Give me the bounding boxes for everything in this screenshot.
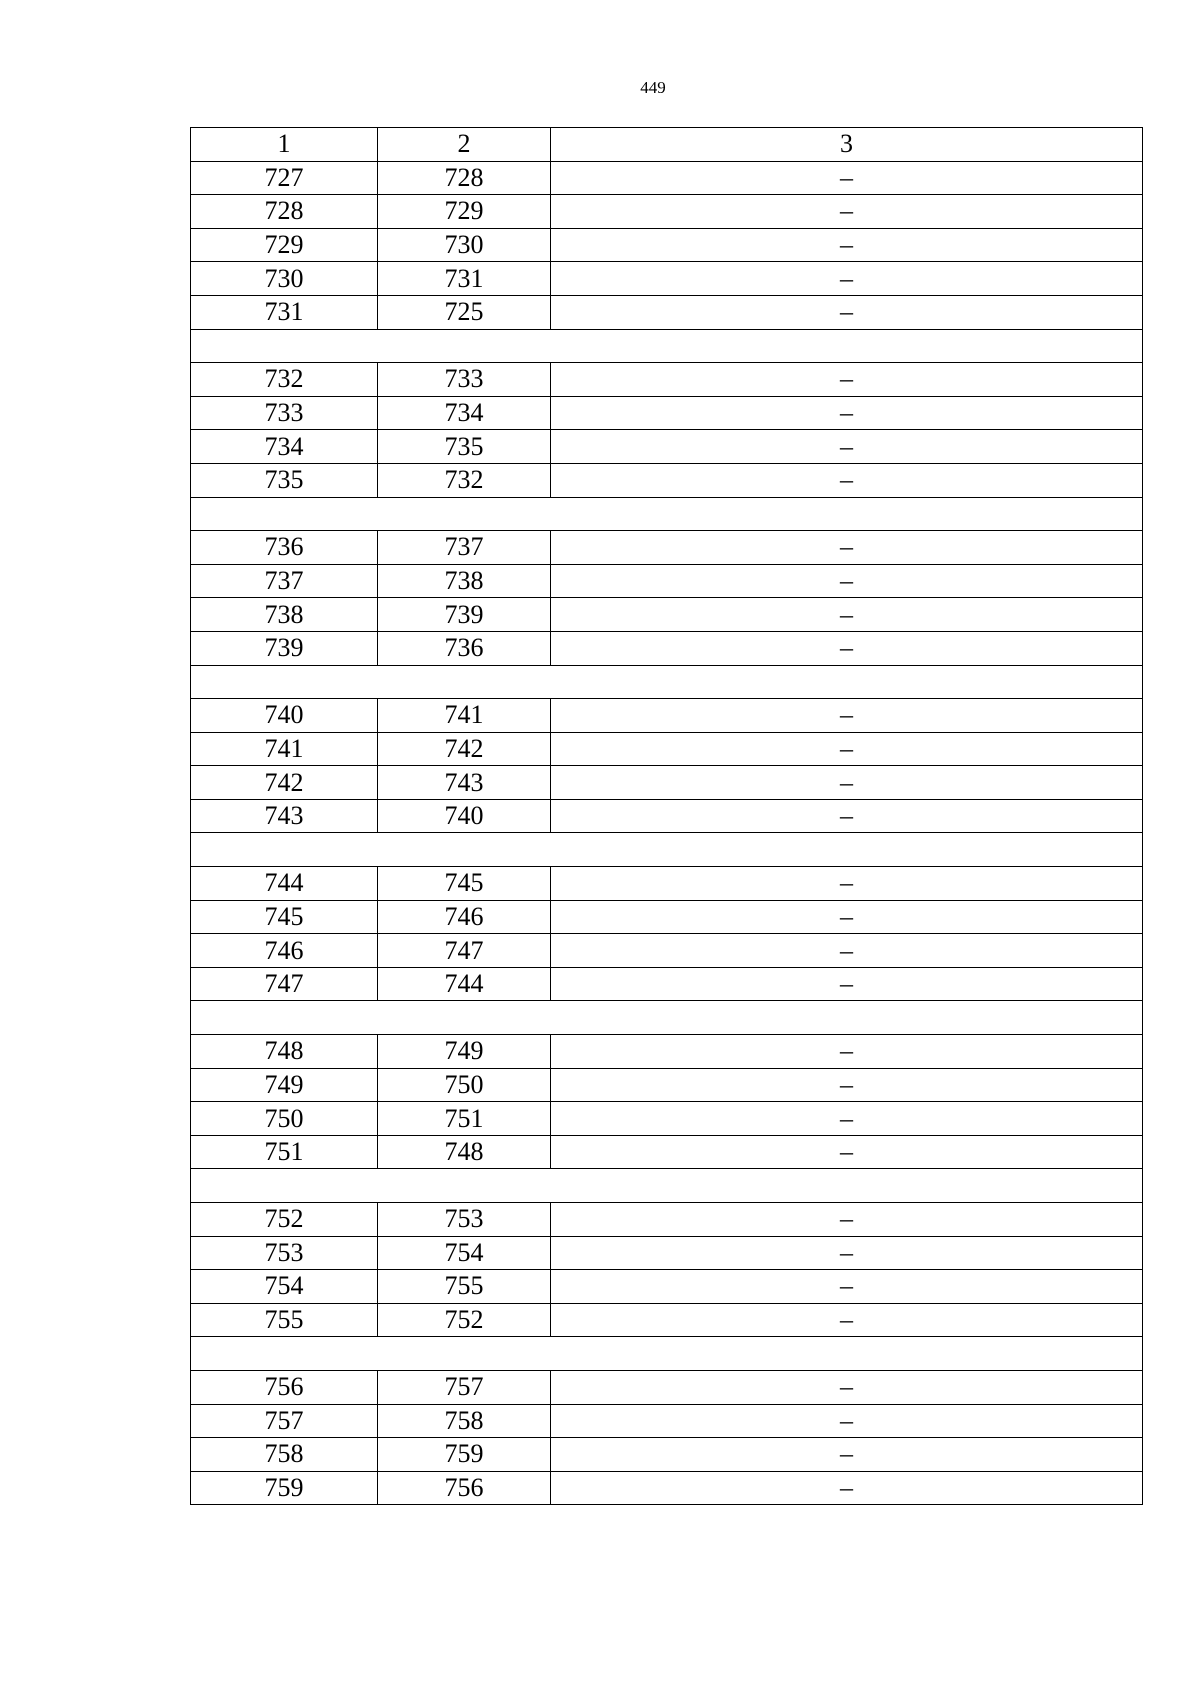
table-cell-col-1: 728	[191, 195, 378, 229]
table-cell-col-2: 753	[378, 1203, 551, 1237]
table-row	[191, 1068, 1143, 1102]
table-cell-col-1: 751	[191, 1135, 378, 1169]
table-cell-col-3: –	[551, 1270, 1143, 1304]
group-separator-row	[191, 497, 1143, 531]
table-cell-col-1: 732	[191, 363, 378, 397]
table-row	[191, 1102, 1143, 1136]
table-row	[191, 1370, 1143, 1404]
table-row	[191, 799, 1143, 833]
table-cell-col-1: 752	[191, 1203, 378, 1237]
table-cell-col-2: 750	[378, 1068, 551, 1102]
table-cell-col-2: 759	[378, 1438, 551, 1472]
table-row	[191, 699, 1143, 733]
table-cell-col-2: 736	[378, 631, 551, 665]
table-row	[191, 1404, 1143, 1438]
table-cell-col-1: 738	[191, 598, 378, 632]
table-cell-col-3: –	[551, 1303, 1143, 1337]
table-cell-col-2: 733	[378, 363, 551, 397]
group-separator-row	[191, 1337, 1143, 1371]
table-cell-col-2: 751	[378, 1102, 551, 1136]
table-cell-col-1: 749	[191, 1068, 378, 1102]
table-cell-col-3: –	[551, 598, 1143, 632]
table-cell-col-1: 759	[191, 1471, 378, 1505]
table-row	[191, 766, 1143, 800]
table-cell-col-3: –	[551, 262, 1143, 296]
table-cell-col-2: 748	[378, 1135, 551, 1169]
separator-cell	[191, 497, 1143, 531]
table-row	[191, 1270, 1143, 1304]
table-row	[191, 934, 1143, 968]
table-row	[191, 1438, 1143, 1472]
table-cell-col-3: –	[551, 1135, 1143, 1169]
table-cell-col-1: 740	[191, 699, 378, 733]
table-cell-col-3: –	[551, 766, 1143, 800]
table-row	[191, 262, 1143, 296]
data-table	[190, 127, 1143, 1505]
separator-cell	[191, 1169, 1143, 1203]
table-row	[191, 396, 1143, 430]
header-cell-2: 2	[378, 128, 551, 162]
table-row	[191, 1236, 1143, 1270]
separator-cell	[191, 665, 1143, 699]
separator-cell	[191, 1001, 1143, 1035]
table-cell-col-3: –	[551, 867, 1143, 901]
table-cell-col-1: 748	[191, 1035, 378, 1069]
table-cell-col-1: 730	[191, 262, 378, 296]
table-cell-col-1: 753	[191, 1236, 378, 1270]
table-cell-col-1: 742	[191, 766, 378, 800]
table-row	[191, 598, 1143, 632]
table-cell-col-2: 741	[378, 699, 551, 733]
table-cell-col-3: –	[551, 1068, 1143, 1102]
table-cell-col-2: 739	[378, 598, 551, 632]
table-cell-col-2: 743	[378, 766, 551, 800]
table-cell-col-3: –	[551, 363, 1143, 397]
table-cell-col-1: 743	[191, 799, 378, 833]
table-cell-col-1: 758	[191, 1438, 378, 1472]
table-cell-col-2: 734	[378, 396, 551, 430]
table-cell-col-3: –	[551, 934, 1143, 968]
table-cell-col-1: 744	[191, 867, 378, 901]
table-cell-col-2: 737	[378, 531, 551, 565]
group-separator-row	[191, 665, 1143, 699]
header-cell-3: 3	[551, 128, 1143, 162]
table-body	[191, 128, 1143, 1505]
table-cell-col-3: –	[551, 161, 1143, 195]
table-cell-col-1: 746	[191, 934, 378, 968]
table-cell-col-3: –	[551, 1102, 1143, 1136]
table-cell-col-2: 729	[378, 195, 551, 229]
table-cell-col-1: 755	[191, 1303, 378, 1337]
table-cell-col-2: 746	[378, 900, 551, 934]
table-row	[191, 463, 1143, 497]
table-row	[191, 531, 1143, 565]
group-separator-row	[191, 833, 1143, 867]
separator-cell	[191, 833, 1143, 867]
table-row	[191, 1303, 1143, 1337]
table-cell-col-1: 727	[191, 161, 378, 195]
table-row	[191, 967, 1143, 1001]
table-cell-col-3: –	[551, 195, 1143, 229]
page-number: 449	[640, 78, 666, 97]
table-row	[191, 228, 1143, 262]
table-cell-col-3: –	[551, 1438, 1143, 1472]
table-cell-col-3: –	[551, 228, 1143, 262]
table-cell-col-2: 744	[378, 967, 551, 1001]
table-cell-col-3: –	[551, 900, 1143, 934]
table-cell-col-3: –	[551, 1203, 1143, 1237]
table-cell-col-2: 730	[378, 228, 551, 262]
table-row	[191, 867, 1143, 901]
table-cell-col-1: 734	[191, 430, 378, 464]
table-cell-col-1: 731	[191, 295, 378, 329]
header-cell-1: 1	[191, 128, 378, 162]
table-row	[191, 1203, 1143, 1237]
table-cell-col-3: –	[551, 967, 1143, 1001]
table-cell-col-2: 740	[378, 799, 551, 833]
table-row	[191, 430, 1143, 464]
table-cell-col-2: 745	[378, 867, 551, 901]
table-row	[191, 631, 1143, 665]
table-cell-col-1: 729	[191, 228, 378, 262]
separator-cell	[191, 1337, 1143, 1371]
table-cell-col-2: 756	[378, 1471, 551, 1505]
table-cell-col-1: 747	[191, 967, 378, 1001]
group-separator-row	[191, 329, 1143, 363]
table-cell-col-1: 737	[191, 564, 378, 598]
table-cell-col-3: –	[551, 1370, 1143, 1404]
table-row	[191, 1035, 1143, 1069]
table-row	[191, 295, 1143, 329]
table-cell-col-2: 735	[378, 430, 551, 464]
table-cell-col-1: 757	[191, 1404, 378, 1438]
table-cell-col-1: 735	[191, 463, 378, 497]
table-cell-col-1: 756	[191, 1370, 378, 1404]
table-cell-col-3: –	[551, 295, 1143, 329]
table-cell-col-3: –	[551, 531, 1143, 565]
table-cell-col-2: 758	[378, 1404, 551, 1438]
table-row	[191, 195, 1143, 229]
table-cell-col-2: 754	[378, 1236, 551, 1270]
table-cell-col-1: 736	[191, 531, 378, 565]
table-cell-col-1: 733	[191, 396, 378, 430]
table-cell-col-2: 752	[378, 1303, 551, 1337]
table-cell-col-3: –	[551, 1035, 1143, 1069]
table-cell-col-3: –	[551, 430, 1143, 464]
header-row	[191, 128, 1143, 162]
table-cell-col-3: –	[551, 1471, 1143, 1505]
group-separator-row	[191, 1169, 1143, 1203]
table-cell-col-3: –	[551, 564, 1143, 598]
table-cell-col-1: 741	[191, 732, 378, 766]
table-cell-col-2: 757	[378, 1370, 551, 1404]
table-cell-col-2: 755	[378, 1270, 551, 1304]
table-cell-col-2: 738	[378, 564, 551, 598]
table-row	[191, 161, 1143, 195]
table-cell-col-3: –	[551, 699, 1143, 733]
table-cell-col-3: –	[551, 396, 1143, 430]
table-cell-col-3: –	[551, 1404, 1143, 1438]
table-cell-col-2: 749	[378, 1035, 551, 1069]
table-row	[191, 564, 1143, 598]
table-row	[191, 363, 1143, 397]
table-cell-col-3: –	[551, 631, 1143, 665]
table-cell-col-2: 747	[378, 934, 551, 968]
table-cell-col-2: 742	[378, 732, 551, 766]
separator-cell	[191, 329, 1143, 363]
table-cell-col-1: 754	[191, 1270, 378, 1304]
table-row	[191, 1135, 1143, 1169]
table-row	[191, 732, 1143, 766]
table-cell-col-1: 750	[191, 1102, 378, 1136]
table-cell-col-3: –	[551, 1236, 1143, 1270]
group-separator-row	[191, 1001, 1143, 1035]
table-cell-col-1: 745	[191, 900, 378, 934]
table-cell-col-2: 725	[378, 295, 551, 329]
table-cell-col-2: 731	[378, 262, 551, 296]
table-cell-col-3: –	[551, 463, 1143, 497]
table-cell-col-1: 739	[191, 631, 378, 665]
table-cell-col-3: –	[551, 732, 1143, 766]
table-row	[191, 1471, 1143, 1505]
table-row	[191, 900, 1143, 934]
table-cell-col-3: –	[551, 799, 1143, 833]
table-cell-col-2: 732	[378, 463, 551, 497]
table-cell-col-2: 728	[378, 161, 551, 195]
